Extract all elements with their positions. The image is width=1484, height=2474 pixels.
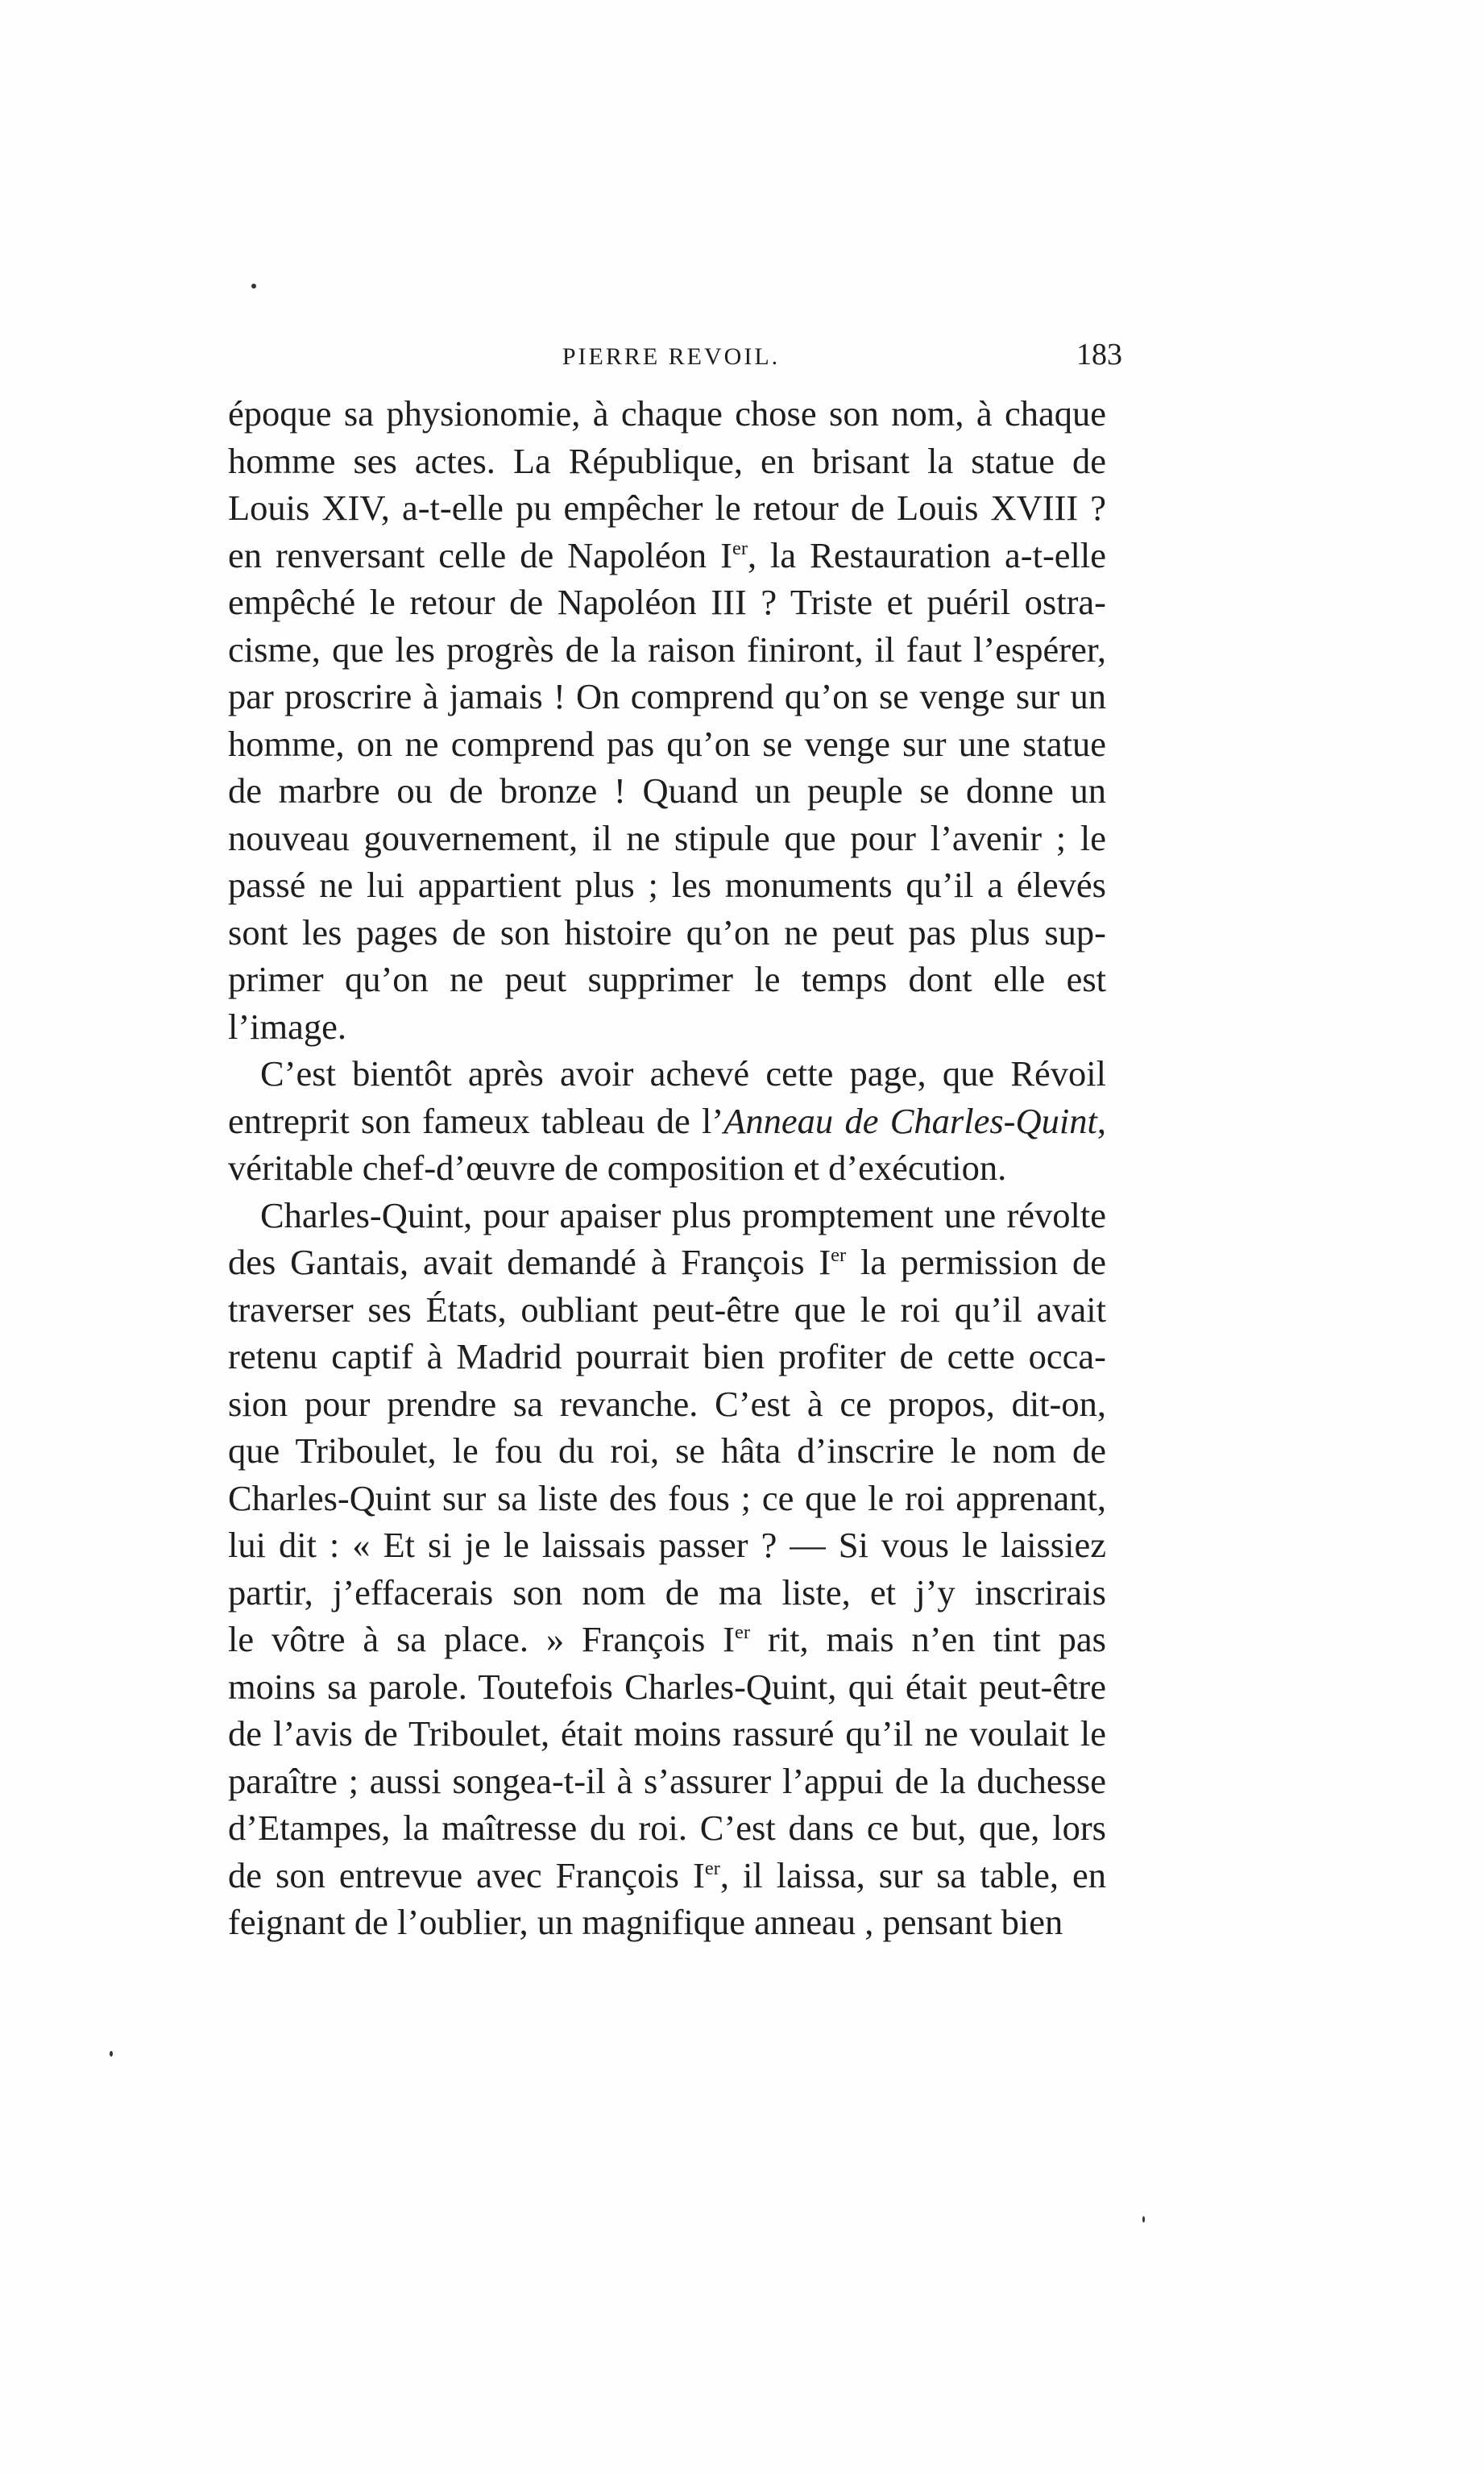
text-line: Charles-Quint, pour apaiser plus promptement une révolte <box>260 1194 1106 1235</box>
text-line: entreprit son fameux tableau de l’Anneau de Charles-Quint, <box>228 1100 1106 1141</box>
text-line: moins sa parole. Toutefois Charles-Quint, qui était peut-être <box>228 1666 1106 1707</box>
text-line: époque sa physionomie, à chaque chose son nom, à chaque <box>228 393 1106 434</box>
text-line: homme, on ne comprend pas qu’on se venge sur une statue <box>228 723 1106 764</box>
text-line: des Gantais, avait demandé à François Ier la permission de <box>228 1242 1106 1282</box>
body-text <box>228 390 1106 1946</box>
paragraph <box>228 390 1106 1050</box>
text-line: Charles-Quint sur sa liste des fous ; ce que le roi apprenant, <box>228 1477 1106 1518</box>
text-line: traverser ses États, oubliant peut-être que le roi qu’il avait <box>228 1289 1106 1330</box>
text-line: en renversant celle de Napoléon Ier, la Restauration a-t-elle <box>228 534 1106 575</box>
text-line: par proscrire à jamais ! On comprend qu’on se venge sur un <box>228 676 1106 716</box>
text-line: primer qu’on ne peut supprimer le temps dont elle est <box>228 959 1106 999</box>
text-line: de l’avis de Triboulet, était moins rassuré qu’il ne voulait le <box>228 1713 1106 1754</box>
text-line: retenu captif à Madrid pourrait bien profiter de cette occa- <box>228 1336 1106 1376</box>
text-line: que Triboulet, le fou du roi, se hâta d’inscrire le nom de <box>228 1430 1106 1471</box>
text-line: paraître ; aussi songea-t-il à s’assurer l’appui de la duchesse <box>228 1760 1106 1801</box>
text-line: le vôtre à sa place. » François Ier rit, mais n’en tint pas <box>228 1619 1106 1659</box>
page-number: 183 <box>1076 338 1122 372</box>
ink-speck <box>1142 2216 1145 2223</box>
text-line: l’image. <box>228 1006 347 1047</box>
text-line: sion pour prendre sa revanche. C’est à ce propos, dit-on, <box>228 1383 1106 1424</box>
text-line: feignant de l’oublier, un magnifique anneau , pensant bien <box>228 1902 1063 1942</box>
text-line: homme ses actes. La République, en brisant la statue de <box>228 440 1106 481</box>
running-title: PIERRE REVOIL. <box>562 343 781 370</box>
text-line: d’Etampes, la maîtresse du roi. C’est dans ce but, que, lors <box>228 1808 1106 1848</box>
text-line: nouveau gouvernement, il ne stipule que pour l’avenir ; le <box>228 817 1106 858</box>
text-line: véritable chef-d’œuvre de composition et d’exécution. <box>228 1148 1007 1188</box>
text-line: partir, j’effacerais son nom de ma liste, et j’y inscrirais <box>228 1571 1106 1613</box>
text-line: sont les pages de son histoire qu’on ne peut pas plus sup- <box>228 911 1106 953</box>
text-line: Louis XIV, a-t-elle pu empêcher le retour de Louis XVIII ? <box>228 488 1106 528</box>
text-line: cisme, que les progrès de la raison finiront, il faut l’espérer, <box>228 629 1106 670</box>
ink-speck <box>251 284 256 288</box>
text-line: C’est bientôt après avoir achevé cette page, que Révoil <box>260 1053 1106 1094</box>
text-line: lui dit : « Et si je le laissais passer ? — Si vous le laissiez <box>228 1525 1106 1565</box>
text-line: de marbre ou de bronze ! Quand un peuple se donne un <box>228 770 1106 811</box>
ink-speck <box>110 2051 113 2057</box>
paragraph <box>228 1050 1106 1192</box>
text-line: empêché le retour de Napoléon III ? Triste et puéril ostra- <box>228 582 1106 622</box>
text-line: de son entrevue avec François Ier, il laissa, sur sa table, en <box>228 1854 1106 1895</box>
paragraph <box>228 1192 1106 1946</box>
text-line: passé ne lui appartient plus ; les monuments qu’il a élevés <box>228 865 1106 905</box>
page-header <box>228 337 1122 385</box>
